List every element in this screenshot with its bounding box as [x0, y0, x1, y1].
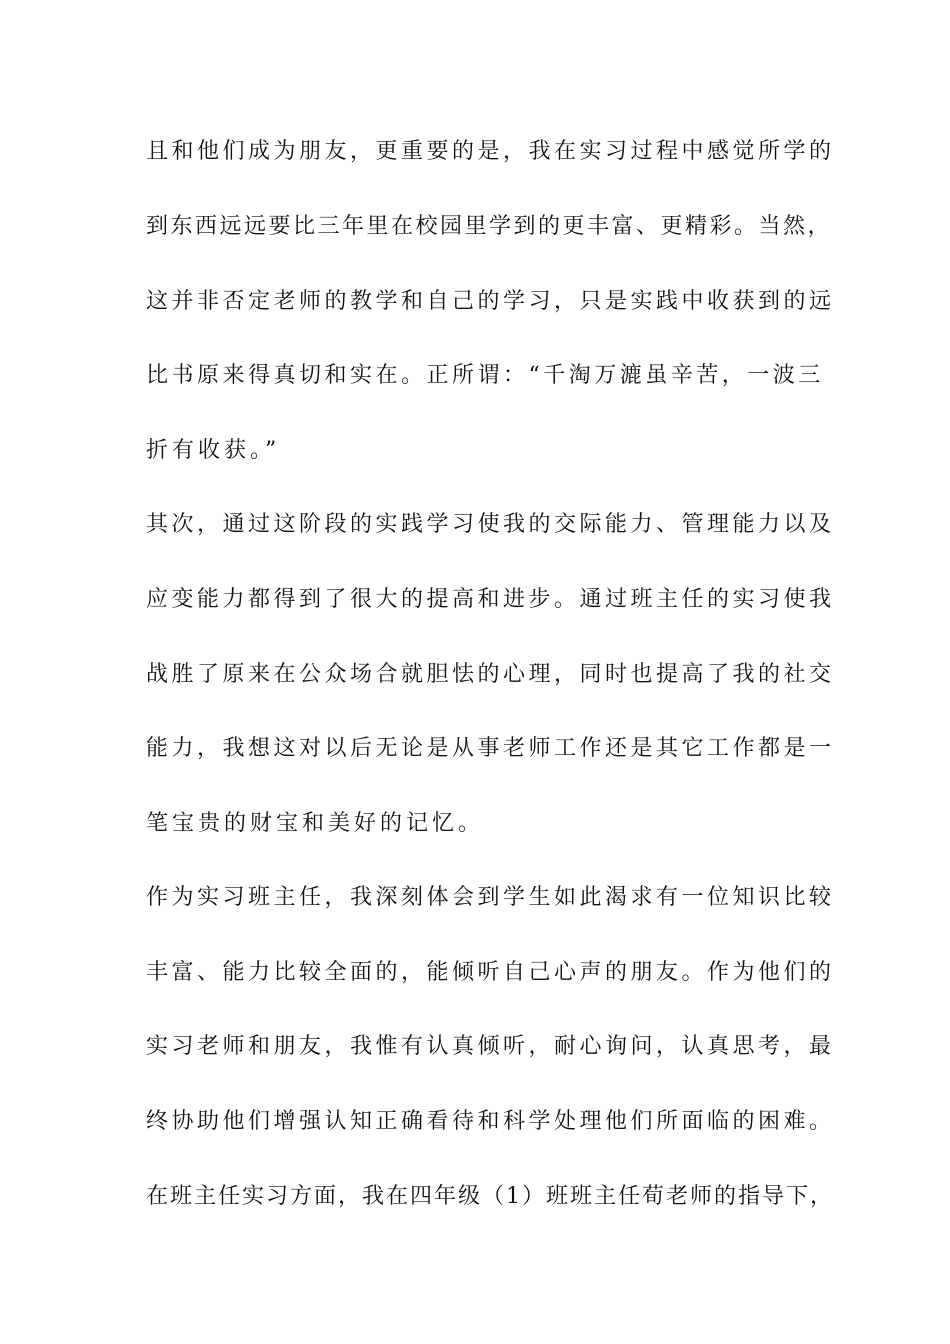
text-line: 作为实习班主任，我深刻体会到学生如此渴求有一位知识比较 [146, 885, 835, 910]
text-line: 到东西远远要比三年里在校园里学到的更丰富、更精彩。当然， [146, 214, 833, 239]
text-line: 能力，我想这对以后无论是从事老师工作还是其它工作都是一 [146, 736, 835, 761]
text-line: 且和他们成为朋友，更重要的是，我在实习过程中感觉所学的 [146, 139, 835, 164]
text-line: 应变能力都得到了很大的提高和进步。通过班主任的实习使我 [146, 587, 835, 612]
text-line: 其次，通过这阶段的实践学习使我的交际能力、管理能力以及 [146, 512, 835, 537]
text-line: 丰富、能力比较全面的，能倾听自己心声的朋友。作为他们的 [146, 960, 835, 985]
text-line: 战胜了原来在公众场合就胆怯的心理，同时也提高了我的社交 [146, 662, 835, 687]
text-line: 在班主任实习方面，我在四年级（1）班班主任荀老师的指导下， [146, 1184, 834, 1209]
text-line: 折有收获。” [146, 438, 281, 463]
text-line: 笔宝贵的财宝和美好的记忆。 [146, 811, 485, 836]
text-line: 实习老师和朋友，我惟有认真倾听，耐心询问，认真思考，最 [146, 1034, 835, 1059]
text-line: 这并非否定老师的教学和自己的学习，只是实践中收获到的远 [146, 289, 835, 314]
text-line: 终协助他们增强认知正确看待和科学处理他们所面临的困难。 [146, 1109, 835, 1134]
text-line: 比书原来得真切和实在。正所谓：“千淘万漉虽辛苦，一波三 [146, 363, 824, 388]
